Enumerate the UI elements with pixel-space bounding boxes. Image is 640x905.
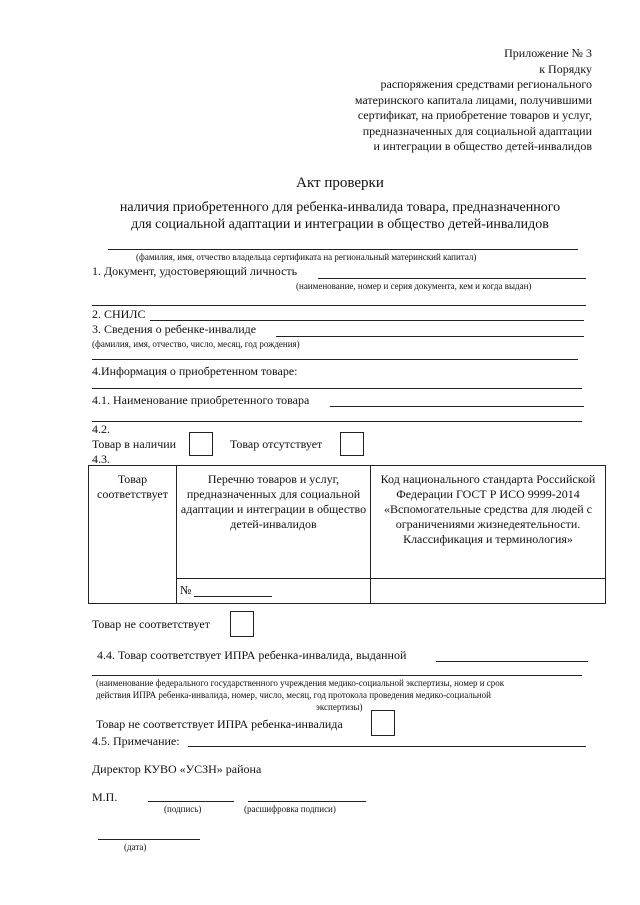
ipra-field-line[interactable] [436,661,588,662]
table-number-line[interactable] [194,596,272,597]
child-field-line[interactable] [276,336,584,337]
snils-label: 2. СНИЛС [92,307,146,321]
signature-line[interactable] [148,801,234,802]
product-name-label: 4.1. Наименование приобретенного товара [92,393,310,407]
ipra-not-match-checkbox[interactable] [371,710,395,736]
decode-caption: (расшифровка подписи) [244,804,336,814]
child-field-line-2[interactable] [92,359,578,360]
doc-field-line-2[interactable] [92,305,586,306]
child-caption: (фамилия, имя, отчество, число, месяц, год рождения) [92,339,300,349]
ipra-caption-1: (наименование федерального государственного учреждения медико-социальной экспертизы, номер и срок [96,678,505,688]
section-4-2: 4.2. [92,422,110,436]
doc-caption: (наименование, номер и серия документа, кем и когда выдан) [296,281,532,291]
product-name-line[interactable] [330,406,584,407]
absent-label: Товар отсутствует [230,437,323,451]
header-line: сертификат, на приобретение товаров и услуг, [357,108,592,122]
table-col1-header: Товар соответствует [97,472,168,501]
owner-name-line[interactable] [108,249,578,250]
table-number-label: № [180,583,192,597]
product-info-line[interactable] [92,388,582,389]
ipra-field-line-2[interactable] [92,675,582,676]
date-line[interactable] [98,839,200,840]
note-field-line[interactable] [188,746,586,747]
owner-caption: (фамилия, имя, отчество владельца сертификата на региональный материнский капитал) [136,252,477,262]
table-empty-cell [370,578,606,604]
header-line: и интеграции в общество детей-инвалидов [373,139,592,153]
signature-decode-line[interactable] [248,801,366,802]
product-info-label: 4.Информация о приобретенном товаре: [92,364,298,378]
page-title: Акт проверки [296,175,384,191]
doc-field-line[interactable] [318,278,586,279]
header-line: материнского капитала лицами, получившими [354,92,592,107]
ipra-label: 4.4. Товар соответствует ИПРА ребенка-инвалида, выданной [97,648,407,662]
in-stock-checkbox[interactable] [189,432,213,456]
table-col2-header: Перечню товаров и услуг, предназначенных для социальной адаптации и интеграции в общество детей-инвалидов [180,472,367,531]
header-line: распоряжения средствами регионального [380,77,592,91]
header-line: предназначенных для социальной адаптации [362,123,592,138]
ipra-not-match-label: Товар не соответствует ИПРА ребенка-инвалида [96,717,343,731]
not-match-label: Товар не соответствует [92,617,210,631]
stamp-place: М.П. [92,790,118,804]
doc-label: 1. Документ, удостоверяющий личность [92,264,298,278]
absent-checkbox[interactable] [340,432,364,456]
not-match-checkbox[interactable] [230,611,254,637]
ipra-caption-2: действия ИПРА ребенка-инвалида, номер, число, месяц, год протокола проведения медико-социальной [96,690,491,700]
snils-field-line[interactable] [150,320,584,321]
director-title: Директор КУВО «УСЗН» района [92,762,262,776]
title-subline: наличия приобретенного для ребенка-инвалида товара, предназначенного [119,200,561,215]
table-number-cell [176,578,371,604]
product-name-line-2[interactable] [92,421,582,422]
child-label: 3. Сведения о ребенке-инвалиде [92,322,257,336]
header-line: Приложение № 3 [504,46,592,60]
date-caption: (дата) [124,842,147,852]
signature-caption: (подпись) [164,804,202,814]
in-stock-label: Товар в наличии [92,437,177,451]
ipra-caption-3: экспертизы) [316,702,363,712]
appendix-header [355,46,592,155]
table-col3-header: Код национального стандарта Российской Федерации ГОСТ Р ИСО 9999-2014 «Вспомогательные средства для людей с ограничениями жизнедеятельности. Классификация и терминология» [380,472,596,546]
header-line: к Порядку [539,61,592,76]
section-4-3: 4.3. [92,452,110,466]
title-subline: для социальной адаптации и интеграции в общество детей-инвалидов [131,217,549,232]
note-label: 4.5. Примечание: [92,734,180,748]
